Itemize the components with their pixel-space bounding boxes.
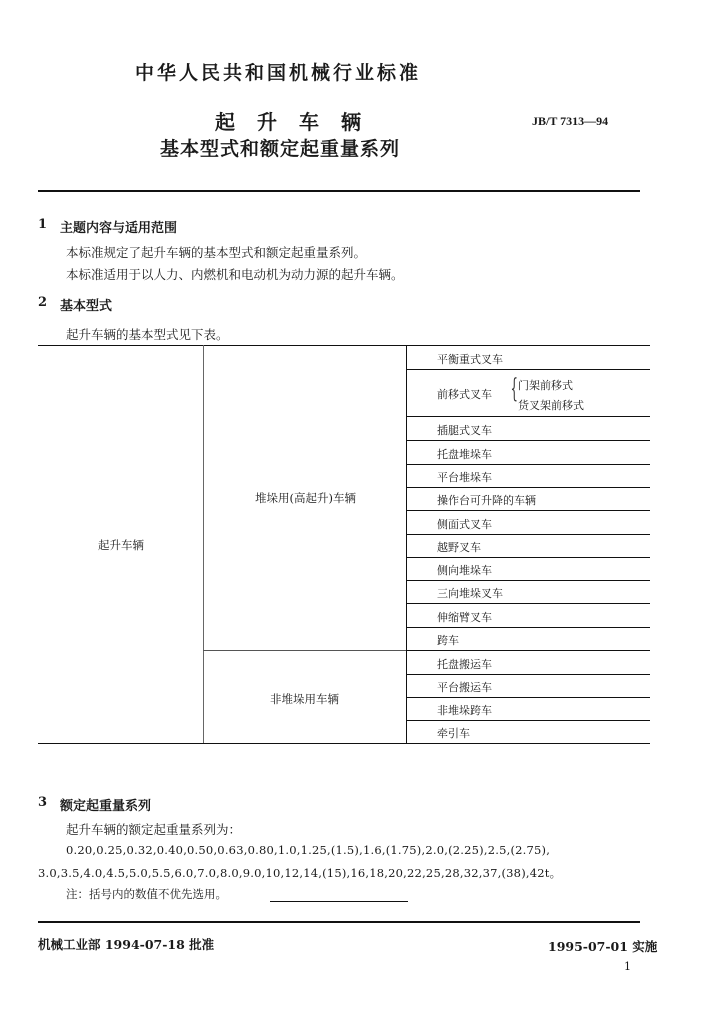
implementation-date: 1995-07-01 实施 [548,939,658,954]
row-rule [406,603,650,604]
table-row: 托盘搬运车 [437,658,492,671]
row-rule [406,416,650,417]
row-rule [406,627,650,628]
issuing-organization: 中华人民共和国机械行业标准 [135,62,422,84]
standard-code: JB/T 7313—94 [532,114,609,128]
capacity-series-line-1: 0.20,0.25,0.32,0.40,0.50,0.63,0.80,1.0,1.25,(1.5),1.6,(1.75),2.0,(2.25),2.5,(2.75), [66,843,551,857]
section-2-title: 基本型式 [60,299,113,314]
section-2-number: 2 [38,295,48,310]
table-row: 伸缩臂叉车 [437,611,492,624]
section-1-number: 1 [38,217,48,232]
table-row: 越野叉车 [437,541,481,554]
row-rule [406,650,650,651]
table-root-label: 起升车辆 [98,538,144,552]
table-row: 操作台可升降的车辆 [437,494,536,507]
table-row: 托盘堆垛车 [437,448,492,461]
section-3-para-1: 起升车辆的额定起重量系列为： [66,822,242,837]
table-row: 跨车 [437,634,459,647]
row-rule [406,464,650,465]
table-top-rule [38,345,650,346]
section-1-title: 主题内容与适用范围 [60,221,178,236]
table-group-stacking-label: 堆垛用(高起升)车辆 [255,491,356,505]
table-row: 牵引车 [437,727,470,740]
capacity-series-line-2: 3.0,3.5,4.0,4.5,5.0,5.5,6.0,7.0,8.0,9.0,10,12,14,(15),16,18,20,22,25,28,32,37,(38),42t。 [38,866,562,880]
table-row: 插腿式叉车 [437,424,492,437]
section-1-para-2: 本标准适用于以人力、内燃机和电动机为动力源的起升车辆。 [66,267,404,282]
row-rule [406,534,650,535]
page-number: 1 [624,960,631,973]
row-rule [406,440,650,441]
row-rule [406,557,650,558]
row-rule [406,580,650,581]
row-rule [406,674,650,675]
table-group-divider [203,650,406,651]
table-row: 平台搬运车 [437,681,492,694]
row-rule [406,697,650,698]
table-row: 三向堆垛叉车 [437,587,503,600]
row-rule [406,369,650,370]
table-row: 非堆垛跨车 [437,704,492,717]
document-subtitle: 基本型式和额定起重量系列 [160,138,401,160]
table-row: 平台堆垛车 [437,471,492,484]
section-3-number: 3 [38,795,48,810]
header-rule [38,190,640,192]
table-row: 前移式叉车 [437,388,492,401]
table-bottom-rule [38,743,650,744]
table-subrow: 货叉架前移式 [518,399,584,412]
row-rule [406,510,650,511]
table-col-divider-1 [203,345,204,743]
section-2-para-1: 起升车辆的基本型式见下表。 [66,327,229,342]
table-row: 平衡重式叉车 [437,353,503,366]
row-rule [406,487,650,488]
table-subrow: 门架前移式 [518,379,573,392]
row-rule [406,720,650,721]
section-1-para-1: 本标准规定了起升车辆的基本型式和额定起重量系列。 [66,245,367,260]
section-3-title: 额定起重量系列 [60,799,152,814]
table-group-nonstacking-label: 非堆垛用车辆 [270,692,339,706]
section-3-note: 注：括号内的数值不优先选用。 [66,887,227,901]
table-row: 侧面式叉车 [437,518,492,531]
footer-rule [38,921,640,923]
table-row: 侧向堆垛车 [437,564,492,577]
document-title: 起升车辆 [215,110,383,134]
end-rule [270,901,408,902]
subtype-brace: { [510,374,518,404]
table-col-divider-2 [406,345,407,743]
approval-info: 机械工业部 1994-07-18 批准 [38,937,215,952]
